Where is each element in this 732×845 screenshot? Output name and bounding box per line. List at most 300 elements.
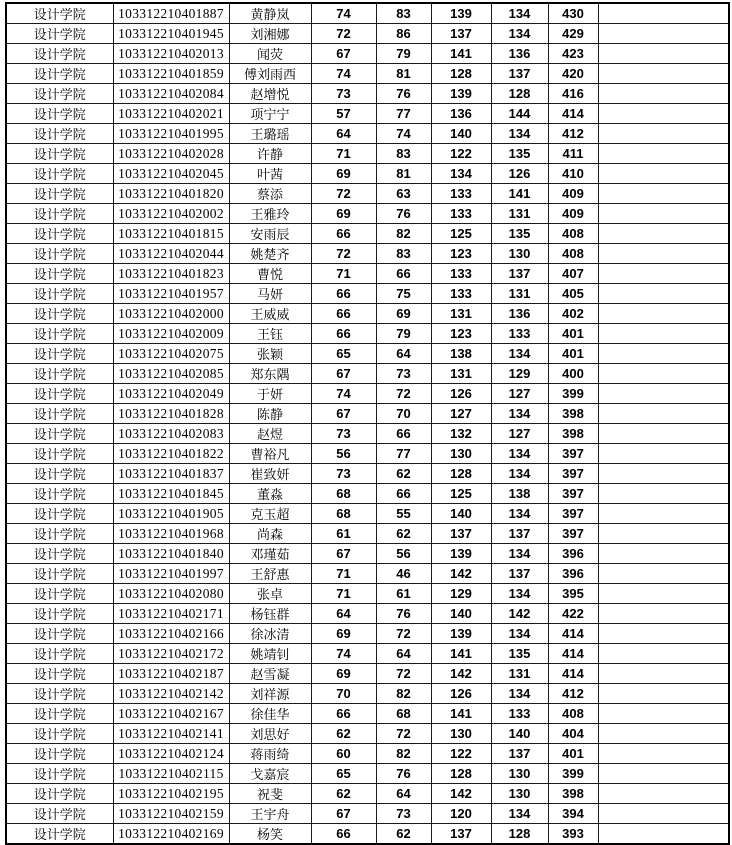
name-cell: 崔致妍 xyxy=(229,464,311,484)
note-cell xyxy=(598,364,729,384)
score-4-cell: 127 xyxy=(491,424,548,444)
score-1-cell: 62 xyxy=(311,724,376,744)
candidate-id-cell: 103312210402045 xyxy=(113,164,229,184)
table-row xyxy=(6,784,729,804)
college-cell: 设计学院 xyxy=(6,544,113,564)
note-cell xyxy=(598,464,729,484)
score-1-cell: 72 xyxy=(311,24,376,44)
candidate-id-cell: 103312210402141 xyxy=(113,724,229,744)
score-3-cell: 130 xyxy=(431,444,491,464)
score-3-cell: 139 xyxy=(431,624,491,644)
score-1-cell: 62 xyxy=(311,784,376,804)
total-score-cell: 409 xyxy=(548,184,598,204)
score-4-cell: 135 xyxy=(491,644,548,664)
score-1-cell: 68 xyxy=(311,504,376,524)
score-3-cell: 140 xyxy=(431,604,491,624)
score-2-cell: 62 xyxy=(376,464,431,484)
total-score-cell: 397 xyxy=(548,484,598,504)
score-2-cell: 62 xyxy=(376,524,431,544)
score-2-cell: 73 xyxy=(376,364,431,384)
name-cell: 蔡添 xyxy=(229,184,311,204)
candidate-id-cell: 103312210402044 xyxy=(113,244,229,264)
score-3-cell: 140 xyxy=(431,124,491,144)
note-cell xyxy=(598,44,729,64)
total-score-cell: 422 xyxy=(548,604,598,624)
note-cell xyxy=(598,284,729,304)
candidate-id-cell: 103312210402142 xyxy=(113,684,229,704)
score-4-cell: 134 xyxy=(491,584,548,604)
name-cell: 王雅玲 xyxy=(229,204,311,224)
name-cell: 项宁宁 xyxy=(229,104,311,124)
score-3-cell: 125 xyxy=(431,224,491,244)
note-cell xyxy=(598,384,729,404)
table-row xyxy=(6,284,729,304)
candidate-id-cell: 103312210401859 xyxy=(113,64,229,84)
college-cell: 设计学院 xyxy=(6,664,113,684)
score-3-cell: 137 xyxy=(431,24,491,44)
score-3-cell: 122 xyxy=(431,144,491,164)
score-2-cell: 72 xyxy=(376,664,431,684)
score-2-cell: 72 xyxy=(376,624,431,644)
score-4-cell: 140 xyxy=(491,724,548,744)
table-row xyxy=(6,204,729,224)
score-2-cell: 62 xyxy=(376,824,431,845)
candidate-id-cell: 103312210402187 xyxy=(113,664,229,684)
score-2-cell: 64 xyxy=(376,344,431,364)
candidate-id-cell: 103312210401995 xyxy=(113,124,229,144)
candidate-id-cell: 103312210401822 xyxy=(113,444,229,464)
college-cell: 设计学院 xyxy=(6,464,113,484)
name-cell: 邓瑾茹 xyxy=(229,544,311,564)
name-cell: 赵煜 xyxy=(229,424,311,444)
note-cell xyxy=(598,64,729,84)
table-row xyxy=(6,24,729,44)
total-score-cell: 400 xyxy=(548,364,598,384)
total-score-cell: 395 xyxy=(548,584,598,604)
college-cell: 设计学院 xyxy=(6,764,113,784)
table-row xyxy=(6,344,729,364)
score-2-cell: 82 xyxy=(376,224,431,244)
score-2-cell: 74 xyxy=(376,124,431,144)
score-3-cell: 128 xyxy=(431,64,491,84)
note-cell xyxy=(598,704,729,724)
score-4-cell: 135 xyxy=(491,224,548,244)
score-3-cell: 120 xyxy=(431,804,491,824)
score-3-cell: 142 xyxy=(431,664,491,684)
college-cell: 设计学院 xyxy=(6,284,113,304)
score-2-cell: 82 xyxy=(376,684,431,704)
note-cell xyxy=(598,544,729,564)
score-3-cell: 131 xyxy=(431,304,491,324)
total-score-cell: 404 xyxy=(548,724,598,744)
college-cell: 设计学院 xyxy=(6,824,113,845)
table-row xyxy=(6,304,729,324)
note-cell xyxy=(598,724,729,744)
score-2-cell: 83 xyxy=(376,3,431,24)
table-row xyxy=(6,364,729,384)
name-cell: 傅刘雨西 xyxy=(229,64,311,84)
name-cell: 徐佳华 xyxy=(229,704,311,724)
score-4-cell: 133 xyxy=(491,324,548,344)
college-cell: 设计学院 xyxy=(6,584,113,604)
college-cell: 设计学院 xyxy=(6,184,113,204)
score-2-cell: 55 xyxy=(376,504,431,524)
score-2-cell: 70 xyxy=(376,404,431,424)
table-row xyxy=(6,324,729,344)
college-cell: 设计学院 xyxy=(6,204,113,224)
table-row xyxy=(6,824,729,845)
score-4-cell: 126 xyxy=(491,164,548,184)
score-3-cell: 133 xyxy=(431,184,491,204)
candidate-id-cell: 103312210401837 xyxy=(113,464,229,484)
score-4-cell: 142 xyxy=(491,604,548,624)
score-1-cell: 69 xyxy=(311,204,376,224)
score-4-cell: 129 xyxy=(491,364,548,384)
score-1-cell: 73 xyxy=(311,424,376,444)
score-4-cell: 138 xyxy=(491,484,548,504)
name-cell: 赵增悦 xyxy=(229,84,311,104)
table-row xyxy=(6,804,729,824)
college-cell: 设计学院 xyxy=(6,784,113,804)
table-row xyxy=(6,64,729,84)
name-cell: 姚楚齐 xyxy=(229,244,311,264)
score-4-cell: 134 xyxy=(491,3,548,24)
score-1-cell: 66 xyxy=(311,324,376,344)
score-3-cell: 133 xyxy=(431,204,491,224)
score-1-cell: 73 xyxy=(311,84,376,104)
table-row xyxy=(6,764,729,784)
name-cell: 于妍 xyxy=(229,384,311,404)
candidate-id-cell: 103312210402172 xyxy=(113,644,229,664)
table-row xyxy=(6,584,729,604)
score-4-cell: 134 xyxy=(491,444,548,464)
total-score-cell: 405 xyxy=(548,284,598,304)
score-4-cell: 136 xyxy=(491,304,548,324)
name-cell: 王璐瑶 xyxy=(229,124,311,144)
score-3-cell: 126 xyxy=(431,684,491,704)
score-3-cell: 128 xyxy=(431,764,491,784)
college-cell: 设计学院 xyxy=(6,724,113,744)
score-2-cell: 83 xyxy=(376,144,431,164)
name-cell: 黄静岚 xyxy=(229,3,311,24)
score-1-cell: 72 xyxy=(311,244,376,264)
score-1-cell: 70 xyxy=(311,684,376,704)
score-2-cell: 79 xyxy=(376,324,431,344)
name-cell: 尚森 xyxy=(229,524,311,544)
candidate-id-cell: 103312210402002 xyxy=(113,204,229,224)
score-1-cell: 66 xyxy=(311,284,376,304)
table-row xyxy=(6,624,729,644)
score-2-cell: 64 xyxy=(376,784,431,804)
total-score-cell: 401 xyxy=(548,344,598,364)
college-cell: 设计学院 xyxy=(6,484,113,504)
table-row xyxy=(6,224,729,244)
score-3-cell: 133 xyxy=(431,264,491,284)
name-cell: 姚靖钊 xyxy=(229,644,311,664)
score-3-cell: 134 xyxy=(431,164,491,184)
table-row xyxy=(6,704,729,724)
score-3-cell: 133 xyxy=(431,284,491,304)
score-1-cell: 57 xyxy=(311,104,376,124)
score-1-cell: 74 xyxy=(311,384,376,404)
score-4-cell: 137 xyxy=(491,64,548,84)
name-cell: 叶茜 xyxy=(229,164,311,184)
table-row xyxy=(6,384,729,404)
college-cell: 设计学院 xyxy=(6,64,113,84)
name-cell: 陈静 xyxy=(229,404,311,424)
table-row xyxy=(6,124,729,144)
total-score-cell: 414 xyxy=(548,664,598,684)
table-row xyxy=(6,484,729,504)
score-1-cell: 73 xyxy=(311,464,376,484)
score-3-cell: 132 xyxy=(431,424,491,444)
candidate-id-cell: 103312210402028 xyxy=(113,144,229,164)
name-cell: 张颖 xyxy=(229,344,311,364)
score-1-cell: 64 xyxy=(311,124,376,144)
score-1-cell: 66 xyxy=(311,824,376,845)
score-1-cell: 67 xyxy=(311,804,376,824)
score-2-cell: 75 xyxy=(376,284,431,304)
score-4-cell: 137 xyxy=(491,264,548,284)
score-2-cell: 66 xyxy=(376,484,431,504)
name-cell: 克玉超 xyxy=(229,504,311,524)
candidate-id-cell: 103312210401997 xyxy=(113,564,229,584)
college-cell: 设计学院 xyxy=(6,164,113,184)
score-2-cell: 64 xyxy=(376,644,431,664)
score-2-cell: 76 xyxy=(376,204,431,224)
name-cell: 马妍 xyxy=(229,284,311,304)
score-table-body xyxy=(6,3,729,844)
note-cell xyxy=(598,204,729,224)
score-1-cell: 69 xyxy=(311,664,376,684)
table-row xyxy=(6,444,729,464)
score-3-cell: 139 xyxy=(431,544,491,564)
candidate-id-cell: 103312210402084 xyxy=(113,84,229,104)
college-cell: 设计学院 xyxy=(6,3,113,24)
note-cell xyxy=(598,144,729,164)
score-1-cell: 66 xyxy=(311,304,376,324)
table-row xyxy=(6,664,729,684)
score-1-cell: 65 xyxy=(311,764,376,784)
candidate-id-cell: 103312210402085 xyxy=(113,364,229,384)
college-cell: 设计学院 xyxy=(6,684,113,704)
score-1-cell: 71 xyxy=(311,264,376,284)
score-2-cell: 83 xyxy=(376,244,431,264)
note-cell xyxy=(598,484,729,504)
score-4-cell: 130 xyxy=(491,764,548,784)
score-2-cell: 73 xyxy=(376,804,431,824)
candidate-id-cell: 103312210401840 xyxy=(113,544,229,564)
score-2-cell: 82 xyxy=(376,744,431,764)
score-4-cell: 135 xyxy=(491,144,548,164)
score-4-cell: 134 xyxy=(491,624,548,644)
score-3-cell: 137 xyxy=(431,524,491,544)
table-row xyxy=(6,684,729,704)
score-table xyxy=(5,2,730,845)
score-3-cell: 142 xyxy=(431,564,491,584)
college-cell: 设计学院 xyxy=(6,24,113,44)
table-row xyxy=(6,44,729,64)
candidate-id-cell: 103312210402195 xyxy=(113,784,229,804)
score-1-cell: 69 xyxy=(311,624,376,644)
total-score-cell: 408 xyxy=(548,224,598,244)
score-2-cell: 77 xyxy=(376,444,431,464)
candidate-id-cell: 103312210402021 xyxy=(113,104,229,124)
score-4-cell: 134 xyxy=(491,464,548,484)
table-row xyxy=(6,744,729,764)
score-3-cell: 129 xyxy=(431,584,491,604)
score-3-cell: 123 xyxy=(431,244,491,264)
score-2-cell: 81 xyxy=(376,64,431,84)
total-score-cell: 398 xyxy=(548,424,598,444)
name-cell: 赵雪凝 xyxy=(229,664,311,684)
note-cell xyxy=(598,304,729,324)
college-cell: 设计学院 xyxy=(6,564,113,584)
candidate-id-cell: 103312210402013 xyxy=(113,44,229,64)
score-2-cell: 81 xyxy=(376,164,431,184)
total-score-cell: 407 xyxy=(548,264,598,284)
candidate-id-cell: 103312210401820 xyxy=(113,184,229,204)
score-4-cell: 133 xyxy=(491,704,548,724)
note-cell xyxy=(598,804,729,824)
total-score-cell: 414 xyxy=(548,104,598,124)
college-cell: 设计学院 xyxy=(6,384,113,404)
college-cell: 设计学院 xyxy=(6,444,113,464)
candidate-id-cell: 103312210401968 xyxy=(113,524,229,544)
college-cell: 设计学院 xyxy=(6,364,113,384)
candidate-id-cell: 103312210401845 xyxy=(113,484,229,504)
score-3-cell: 139 xyxy=(431,84,491,104)
score-4-cell: 137 xyxy=(491,564,548,584)
candidate-id-cell: 103312210401823 xyxy=(113,264,229,284)
name-cell: 刘湘娜 xyxy=(229,24,311,44)
score-1-cell: 65 xyxy=(311,344,376,364)
college-cell: 设计学院 xyxy=(6,644,113,664)
score-1-cell: 66 xyxy=(311,704,376,724)
name-cell: 安雨辰 xyxy=(229,224,311,244)
score-4-cell: 134 xyxy=(491,124,548,144)
table-row xyxy=(6,144,729,164)
score-4-cell: 131 xyxy=(491,284,548,304)
total-score-cell: 397 xyxy=(548,504,598,524)
note-cell xyxy=(598,604,729,624)
score-4-cell: 130 xyxy=(491,784,548,804)
score-3-cell: 138 xyxy=(431,344,491,364)
score-4-cell: 136 xyxy=(491,44,548,64)
score-4-cell: 127 xyxy=(491,384,548,404)
score-3-cell: 127 xyxy=(431,404,491,424)
score-4-cell: 131 xyxy=(491,664,548,684)
note-cell xyxy=(598,184,729,204)
score-2-cell: 76 xyxy=(376,84,431,104)
score-1-cell: 67 xyxy=(311,404,376,424)
note-cell xyxy=(598,124,729,144)
college-cell: 设计学院 xyxy=(6,404,113,424)
total-score-cell: 394 xyxy=(548,804,598,824)
candidate-id-cell: 103312210402159 xyxy=(113,804,229,824)
note-cell xyxy=(598,3,729,24)
name-cell: 戈嘉宸 xyxy=(229,764,311,784)
note-cell xyxy=(598,164,729,184)
table-row xyxy=(6,264,729,284)
name-cell: 王钰 xyxy=(229,324,311,344)
score-3-cell: 137 xyxy=(431,824,491,845)
score-3-cell: 141 xyxy=(431,44,491,64)
score-3-cell: 122 xyxy=(431,744,491,764)
candidate-id-cell: 103312210401887 xyxy=(113,3,229,24)
note-cell xyxy=(598,444,729,464)
note-cell xyxy=(598,524,729,544)
college-cell: 设计学院 xyxy=(6,804,113,824)
candidate-id-cell: 103312210402000 xyxy=(113,304,229,324)
total-score-cell: 430 xyxy=(548,3,598,24)
total-score-cell: 429 xyxy=(548,24,598,44)
score-2-cell: 56 xyxy=(376,544,431,564)
total-score-cell: 410 xyxy=(548,164,598,184)
candidate-id-cell: 103312210402166 xyxy=(113,624,229,644)
note-cell xyxy=(598,784,729,804)
college-cell: 设计学院 xyxy=(6,104,113,124)
college-cell: 设计学院 xyxy=(6,324,113,344)
score-4-cell: 137 xyxy=(491,744,548,764)
score-2-cell: 77 xyxy=(376,104,431,124)
score-3-cell: 141 xyxy=(431,644,491,664)
score-1-cell: 64 xyxy=(311,604,376,624)
college-cell: 设计学院 xyxy=(6,424,113,444)
name-cell: 祝斐 xyxy=(229,784,311,804)
score-3-cell: 140 xyxy=(431,504,491,524)
table-row xyxy=(6,604,729,624)
college-cell: 设计学院 xyxy=(6,304,113,324)
score-1-cell: 71 xyxy=(311,144,376,164)
note-cell xyxy=(598,264,729,284)
score-1-cell: 67 xyxy=(311,544,376,564)
score-2-cell: 46 xyxy=(376,564,431,584)
score-1-cell: 74 xyxy=(311,3,376,24)
total-score-cell: 397 xyxy=(548,464,598,484)
college-cell: 设计学院 xyxy=(6,84,113,104)
score-2-cell: 72 xyxy=(376,384,431,404)
table-row xyxy=(6,84,729,104)
college-cell: 设计学院 xyxy=(6,524,113,544)
college-cell: 设计学院 xyxy=(6,504,113,524)
score-4-cell: 134 xyxy=(491,344,548,364)
total-score-cell: 399 xyxy=(548,384,598,404)
note-cell xyxy=(598,104,729,124)
score-1-cell: 71 xyxy=(311,584,376,604)
score-1-cell: 66 xyxy=(311,224,376,244)
score-1-cell: 60 xyxy=(311,744,376,764)
score-2-cell: 66 xyxy=(376,264,431,284)
total-score-cell: 416 xyxy=(548,84,598,104)
score-2-cell: 86 xyxy=(376,24,431,44)
score-4-cell: 134 xyxy=(491,544,548,564)
candidate-id-cell: 103312210402171 xyxy=(113,604,229,624)
note-cell xyxy=(598,564,729,584)
note-cell xyxy=(598,764,729,784)
score-4-cell: 134 xyxy=(491,24,548,44)
total-score-cell: 397 xyxy=(548,444,598,464)
total-score-cell: 408 xyxy=(548,244,598,264)
score-2-cell: 76 xyxy=(376,764,431,784)
table-row xyxy=(6,544,729,564)
name-cell: 闻荧 xyxy=(229,44,311,64)
total-score-cell: 398 xyxy=(548,784,598,804)
score-2-cell: 79 xyxy=(376,44,431,64)
score-4-cell: 131 xyxy=(491,204,548,224)
score-1-cell: 74 xyxy=(311,64,376,84)
college-cell: 设计学院 xyxy=(6,244,113,264)
